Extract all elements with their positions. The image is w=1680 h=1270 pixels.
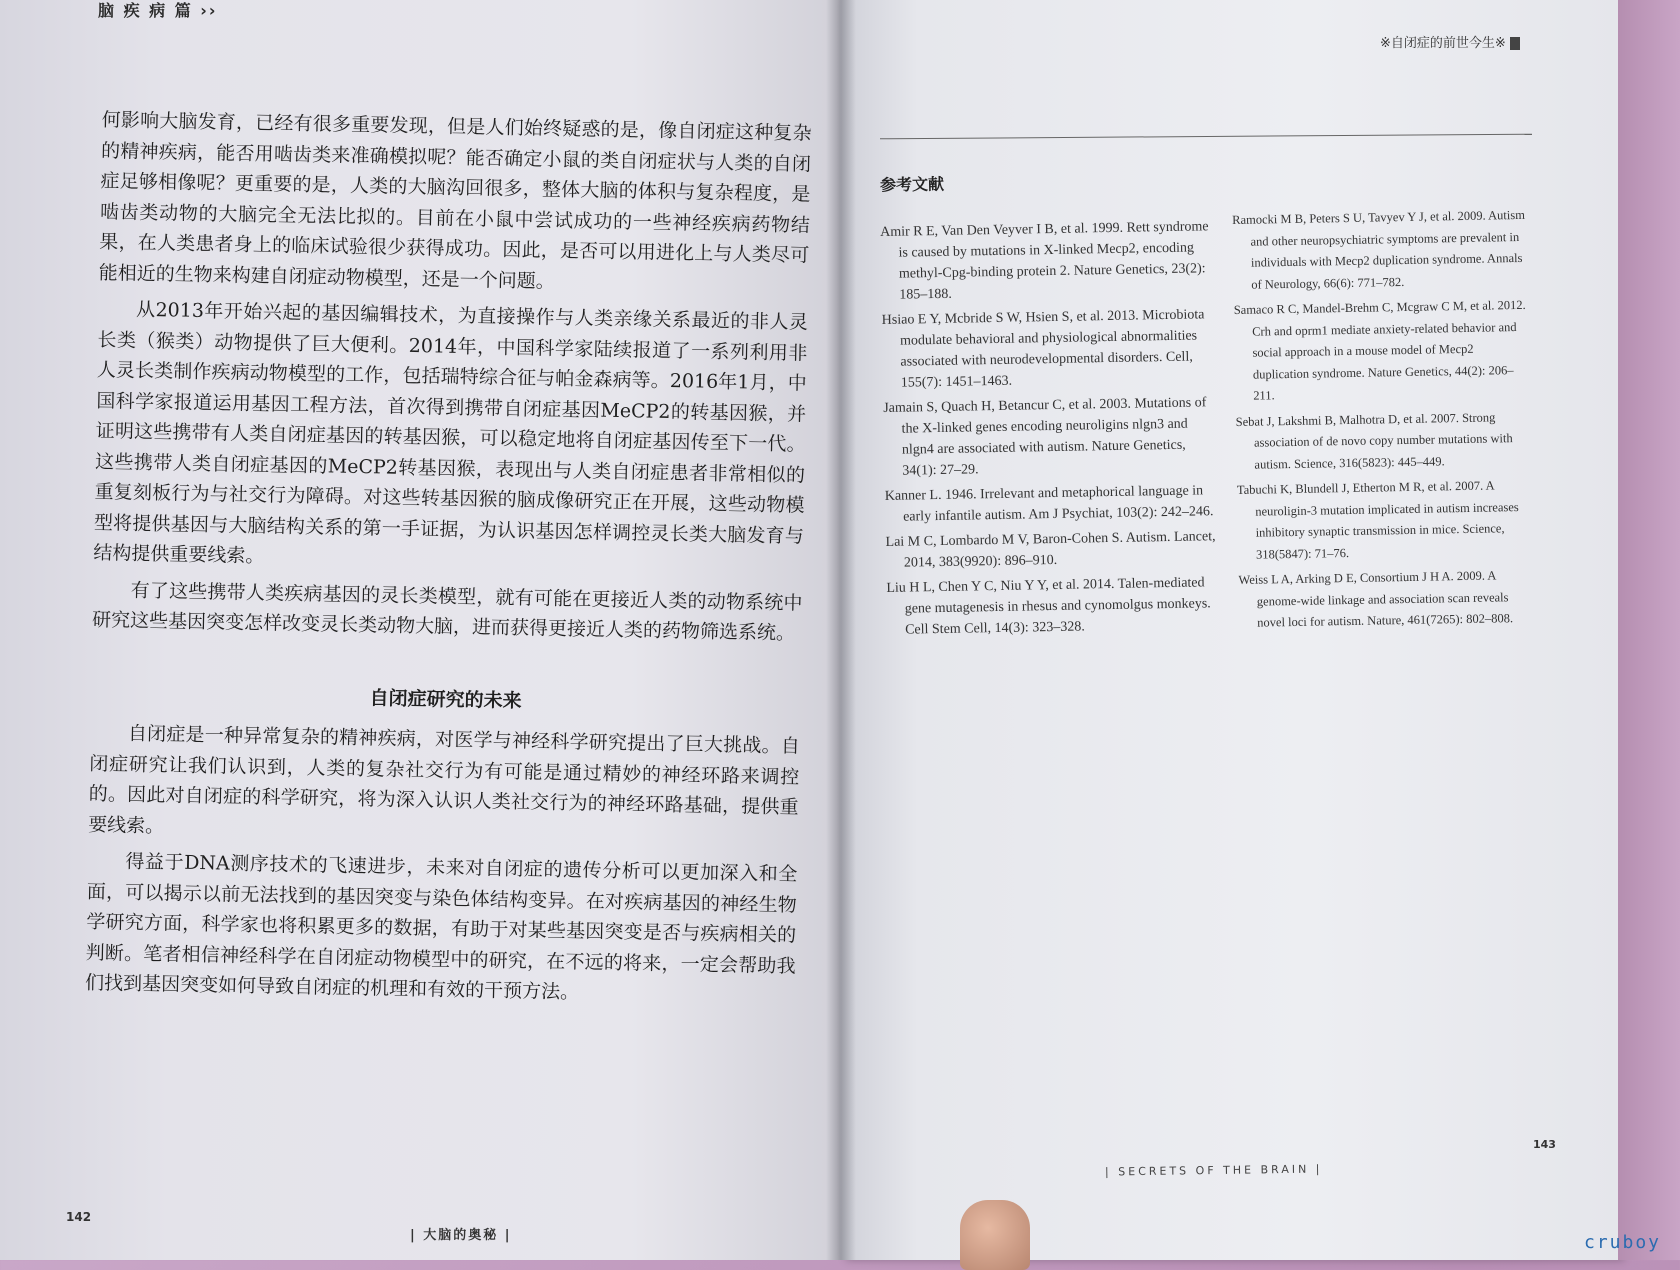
references-title: 参考文献 bbox=[879, 174, 945, 195]
reference-item: Amir R E, Van Den Veyver I B, et al. 1999. Rett syndrome is caused by mutations in X-linked Mecp2, encoding methyl-Cpg-binding protein 2. Nature Genetics, 23(2): 185–188. bbox=[880, 219, 1209, 303]
paragraph-1: 何影响大脑发育，已经有很多重要发现，但是人们始终疑惑的是，像自闭症这种复杂的精神疾病，能否用啮齿类来准确模拟呢？能否确定小鼠的类自闭症状与人类的自闭症足够相像呢？更重要的是，人类的大脑沟回很多，整体大脑的体积与复杂程度，是啮齿类动物的大脑完全无法比拟的。目前在小鼠中尝试成功的一些神经疾病药物结果，在人类患者身上的临床试验很少获得成功。因此，是否可以用进化上与人类尽可能相近的生物来构建自闭症动物模型，还是一个问题。 bbox=[98, 108, 812, 293]
right-running-header bbox=[1380, 32, 1520, 51]
section-paragraph-1: 自闭症是一种异常复杂的精神疾病，对医学与神经科学研究提出了巨大挑战。自闭症研究让我们认识到，人类的复杂社交行为有可能是通过精妙的神经环路来调控的。因此对自闭症的科学研究，将为深入认识人类社交行为的神经环路基础，提供重要线索。 bbox=[87, 722, 801, 837]
right-header-text: ※自闭症的前世今生※ bbox=[1380, 36, 1506, 51]
left-body-text bbox=[85, 105, 812, 1018]
reference-item: Hsiao E Y, Mcbride S W, Hsien S, et al. 2013. Microbiota modulate behavioral and physiological abnormalities associated with neurodevelopmental disorders. Cell, 155(7): 1451–1463. bbox=[881, 307, 1205, 391]
left-running-header: 脑 疾 病 篇 ›› bbox=[98, 1, 218, 20]
left-footer: | 大脑的奥秘 | bbox=[410, 1228, 512, 1243]
watermark: cruboy bbox=[1584, 1232, 1662, 1253]
reference-item: Samaco R C, Mandel-Brehm C, Mcgraw C M, et al. 2012. Crh and oprm1 mediate anxiety-related behavior and social approach in a mouse model of Mecp2 duplication syndrome. Nature Genetics, 44(2): 206–211. bbox=[1233, 297, 1526, 403]
background-edge bbox=[1618, 0, 1680, 1260]
reference-item: Jamain S, Quach H, Betancur C, et al. 2003. Mutations of the X-linked genes encoding neuroligins nlgn3 and nlgn4 are associated with autism. Nature Genetics, 34(1): 27–29. bbox=[883, 395, 1207, 479]
reference-item: Kanner L. 1946. Irrelevant and metaphorical language in early infantile autism. Am J Psychiat, 103(2): 242–246. bbox=[884, 483, 1214, 525]
right-page-number: 143 bbox=[1533, 1138, 1556, 1151]
reference-item: Ramocki M B, Peters S U, Tavyev Y J, et al. 2009. Autism and other neuropsychiatric symptoms are prevalent in individuals with Mecp2 duplication syndrome. Annals of Neurology, 66(6): 771–782. bbox=[1232, 207, 1526, 292]
references-column-1 bbox=[880, 216, 1217, 645]
header-block-icon bbox=[1510, 37, 1520, 50]
paragraph-3: 有了这些携带人类疾病基因的灵长类模型，就有可能在更接近人类的动物系统中研究这些基因突变怎样改变灵长类动物大脑，进而获得更接近人类的药物筛选系统。 bbox=[91, 579, 803, 645]
left-page-number: 142 bbox=[66, 1210, 92, 1224]
references-column-2 bbox=[1232, 205, 1534, 639]
right-footer: | SECRETS OF THE BRAIN | bbox=[1104, 1162, 1323, 1179]
book-gutter bbox=[826, 0, 856, 1260]
section-title: 自闭症研究的未来 bbox=[369, 686, 522, 712]
section-paragraph-2: 得益于DNA测序技术的飞速进步，未来对自闭症的遗传分析可以更加深入和全面，可以揭示以前无法找到的基因突变与染色体结构变异。在对疾病基因的神经生物学研究方面，科学家也将积累更多的数据，有助于对某些基因突变是否与疾病相关的判断。笔者相信神经科学在自闭症动物模型中的研究，在不远的将来，一定会帮助我们找到基因突变如何导致自闭症的机理和有效的干预方法。 bbox=[84, 850, 798, 1004]
reference-item: Liu H L, Chen Y C, Niu Y Y, et al. 2014. Talen-mediated gene mutagenesis in rhesus and cynomolgus monkeys. Cell Stem Cell, 14(3): 323–328. bbox=[886, 575, 1211, 638]
reference-item: Weiss L A, Arking D E, Consortium J H A. 2009. A genome-wide linkage and association scan reveals novel loci for autism. Nature, 461(7265): 802–808. bbox=[1238, 568, 1514, 630]
reference-item: Tabuchi K, Blundell J, Etherton M R, et al. 2007. A neuroligin-3 mutation implicated in autism increases inhibitory synaptic transmission in mice. Science, 318(5847): 71–76. bbox=[1236, 478, 1519, 562]
paragraph-2: 从2013年开始兴起的基因编辑技术，为直接操作与人类亲缘关系最近的非人灵长类（猴类）动物提供了巨大便利。2014年，中国科学家陆续报道了一系列利用非人灵长类制作疾病动物模型的工作，包括瑞特综合征与帕金森病等。2016年1月，中国科学家报道运用基因工程方法，首次得到携带自闭症基因MeCP2的转基因猴，并证明这些携带有人类自闭症基因的转基因猴，可以稳定地将自闭症基因传至下一代。这些携带人类自闭症基因的MeCP2转基因猴，表现出与人类自闭症患者非常相似的重复刻板行为与社交行为障碍。对这些转基因猴的脑成像研究正在开展，这些动物模型将提供基因与大脑结构关系的第一手证据，为认识基因怎样调控灵长类大脑发育与结构提供重要线索。 bbox=[93, 298, 809, 568]
reference-item: Lai M C, Lombardo M V, Baron-Cohen S. Autism. Lancet, 2014, 383(9920): 896–910. bbox=[885, 529, 1216, 571]
reference-item: Sebat J, Lakshmi B, Malhotra D, et al. 2007. Strong association of de novo copy number mutations with autism. Science, 316(5823): 445–449. bbox=[1235, 409, 1513, 472]
